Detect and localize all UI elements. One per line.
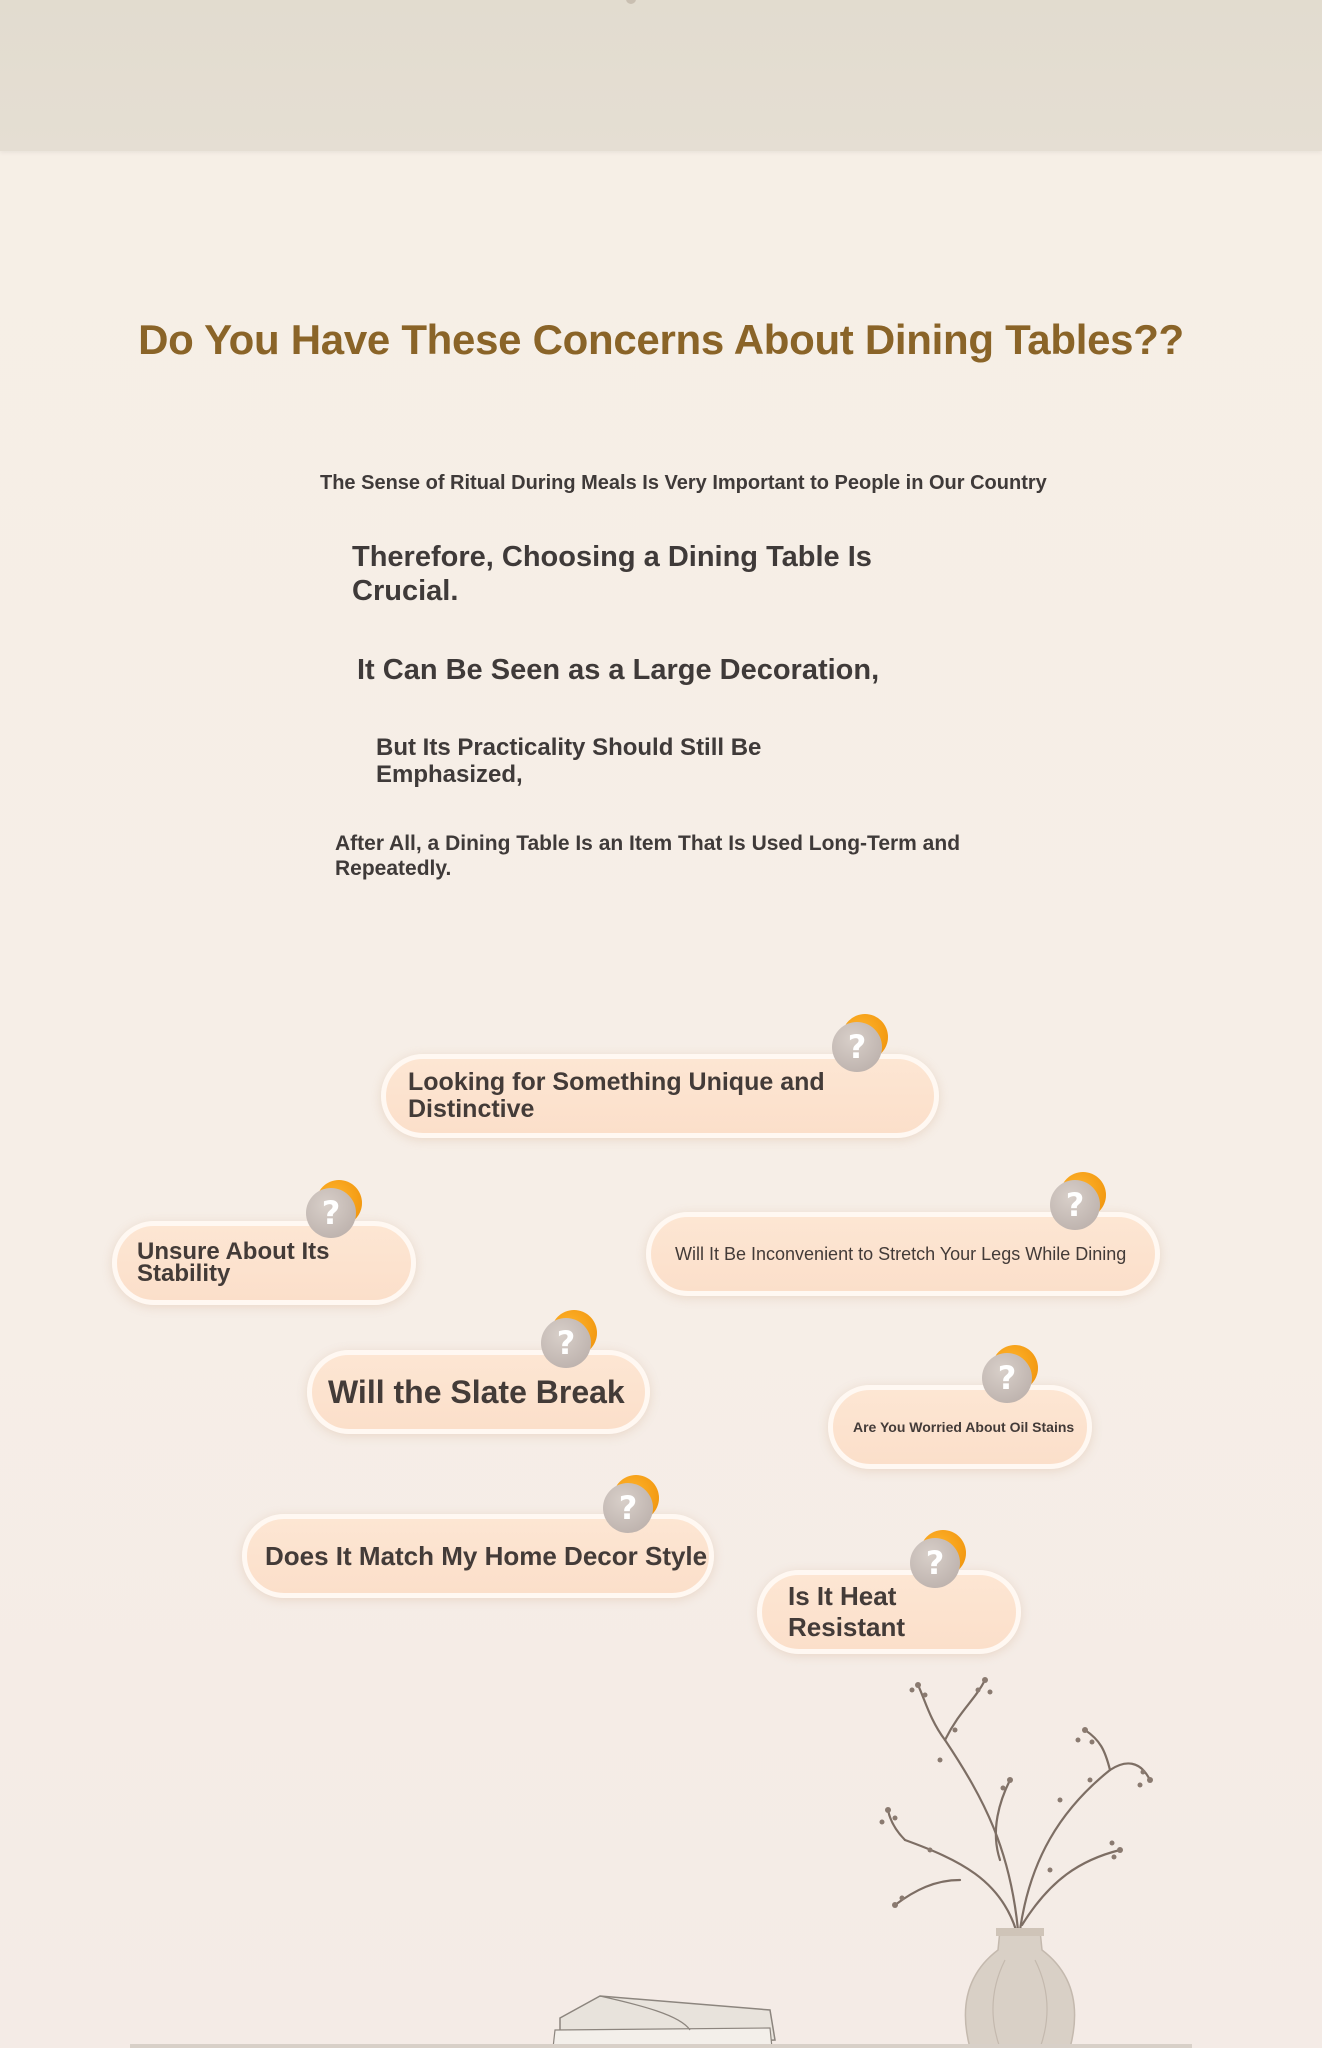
- question-mark-icon: ?: [306, 1188, 358, 1240]
- intro-line-1: The Sense of Ritual During Meals Is Very Important to People in Our Country: [320, 472, 1047, 494]
- question-mark-icon: ?: [1050, 1180, 1102, 1232]
- intro-line-2: Therefore, Choosing a Dining Table Is Crucial.: [352, 541, 872, 607]
- question-mark-icon: ?: [541, 1318, 593, 1370]
- concern-label: Looking for Something Unique and Distinctive: [408, 1068, 825, 1123]
- concern-label: Will the Slate Break: [328, 1374, 625, 1410]
- question-mark-icon: ?: [603, 1483, 655, 1535]
- question-mark-icon: ?: [910, 1538, 962, 1590]
- concern-label: Unsure About Its Stability: [137, 1238, 330, 1287]
- intro-line-4: But Its Practicality Should Still Be Emphasized,: [376, 734, 762, 788]
- intro-line-5: After All, a Dining Table Is an Item That Is Used Long-Term and Repeatedly.: [335, 832, 961, 880]
- concern-label: Is It Heat Resistant: [788, 1581, 906, 1642]
- intro-line-3: It Can Be Seen as a Large Decoration,: [357, 654, 880, 686]
- concern-label: Will It Be Inconvenient to Stretch Your Legs While Dining: [675, 1243, 1127, 1264]
- question-mark-icon: ?: [832, 1022, 884, 1074]
- concern-label: Are You Worried About Oil Stains: [853, 1419, 1075, 1435]
- concern-label: Does It Match My Home Decor Style: [265, 1540, 708, 1571]
- question-mark-icon: ?: [982, 1353, 1034, 1405]
- page-title: Do You Have These Concerns About Dining Tables??: [138, 316, 1184, 364]
